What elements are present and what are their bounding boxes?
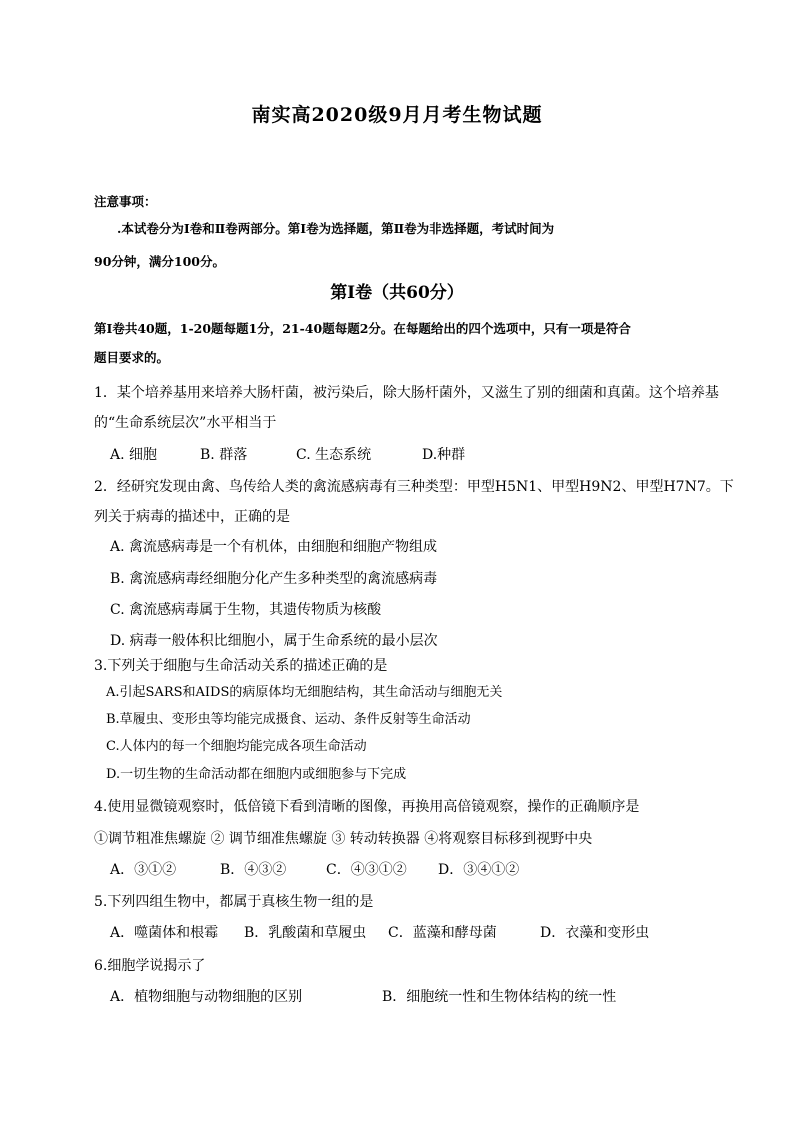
question-2-option-c: C. 禽流感病毒属于生物，其遗传物质为核酸 [110,602,382,618]
section-desc-line-2: 题目要求的。 [94,350,170,365]
question-4-stem-2: ①调节粗准焦螺旋 ② 调节细准焦螺旋 ③ 转动转换器 ④将观察目标移到视野中央 [94,831,593,847]
question-1-stem-2: 的“生命系统层次”水平相当于 [94,415,277,431]
notice-line-2: 90分钟，满分100分。 [94,254,225,269]
question-5-option-a: A．噬菌体和根霉 [110,925,219,941]
question-2-option-b: B. 禽流感病毒经细胞分化产生多种类型的禽流感病毒 [110,571,438,587]
section-title: 第Ⅰ卷（共60分） [330,283,464,303]
notice-heading: 注意事项： [94,194,157,209]
question-2-option-d: D. 病毒一般体积比细胞小，属于生命系统的最小层次 [110,633,438,649]
question-6-stem: 6.细胞学说揭示了 [94,958,206,974]
question-2-option-a: A. 禽流感病毒是一个有机体，由细胞和细胞产物组成 [110,539,438,555]
question-5-stem: 5.下列四组生物中，都属于真核生物一组的是 [94,894,374,910]
question-5-option-b: B．乳酸菌和草履虫 [244,925,367,941]
notice-line-1: .本试卷分为Ⅰ卷和Ⅱ卷两部分。第Ⅰ卷为选择题，第Ⅱ卷为非选择题，考试时间为 [117,221,555,236]
question-1-option-b: B. 群落 [200,447,248,463]
question-5-option-c: C．蓝藻和酵母菌 [388,925,497,941]
question-3-option-c: C.人体内的每一个细胞均能完成各项生命活动 [106,739,367,754]
question-2-stem-1: 2．经研究发现由禽、鸟传给人类的禽流感病毒有三种类型：甲型H5N1、甲型H9N2、甲型H7N7。下 [94,479,734,495]
question-1-option-d: D.种群 [422,447,466,463]
question-4-option-d: D．③④①② [438,862,520,878]
question-3-stem: 3.下列关于细胞与生命活动关系的描述正确的是 [94,658,388,674]
question-4-stem-1: 4.使用显微镜观察时，低倍镜下看到清晰的图像，再换用高倍镜观察，操作的正确顺序是 [94,799,640,815]
question-5-option-d: D．衣藻和变形虫 [540,925,650,941]
question-3-option-a: A.引起SARS和AIDS的病原体均无细胞结构，其生命活动与细胞无关 [106,685,503,700]
question-4-option-a: A．③①② [110,862,177,878]
question-3-option-b: B.草履虫、变形虫等均能完成摄食、运动、条件反射等生命活动 [106,712,471,727]
question-4-option-b: B．④③② [220,862,287,878]
question-3-option-d: D.一切生物的生命活动都在细胞内或细胞参与下完成 [106,767,407,782]
question-1-option-c: C. 生态系统 [296,447,372,463]
question-4-option-c: C．④③①② [326,862,407,878]
question-1-option-a: A. 细胞 [110,447,158,463]
question-6-option-b: B．细胞统一性和生物体结构的统一性 [382,989,617,1005]
section-desc-line-1: 第Ⅰ卷共40题，1-20题每题1分，21-40题每题2分。在每题给出的四个选项中，只有一项是符合 [94,321,631,336]
page-title: 南实高2020级9月月考生物试题 [251,104,543,126]
question-1-stem-1: 1．某个培养基用来培养大肠杆菌，被污染后，除大肠杆菌外，又滋生了别的细菌和真菌。这个培养基 [94,385,719,401]
question-2-stem-2: 列关于病毒的描述中，正确的是 [94,509,290,525]
question-6-option-a: A．植物细胞与动物细胞的区别 [110,989,303,1005]
